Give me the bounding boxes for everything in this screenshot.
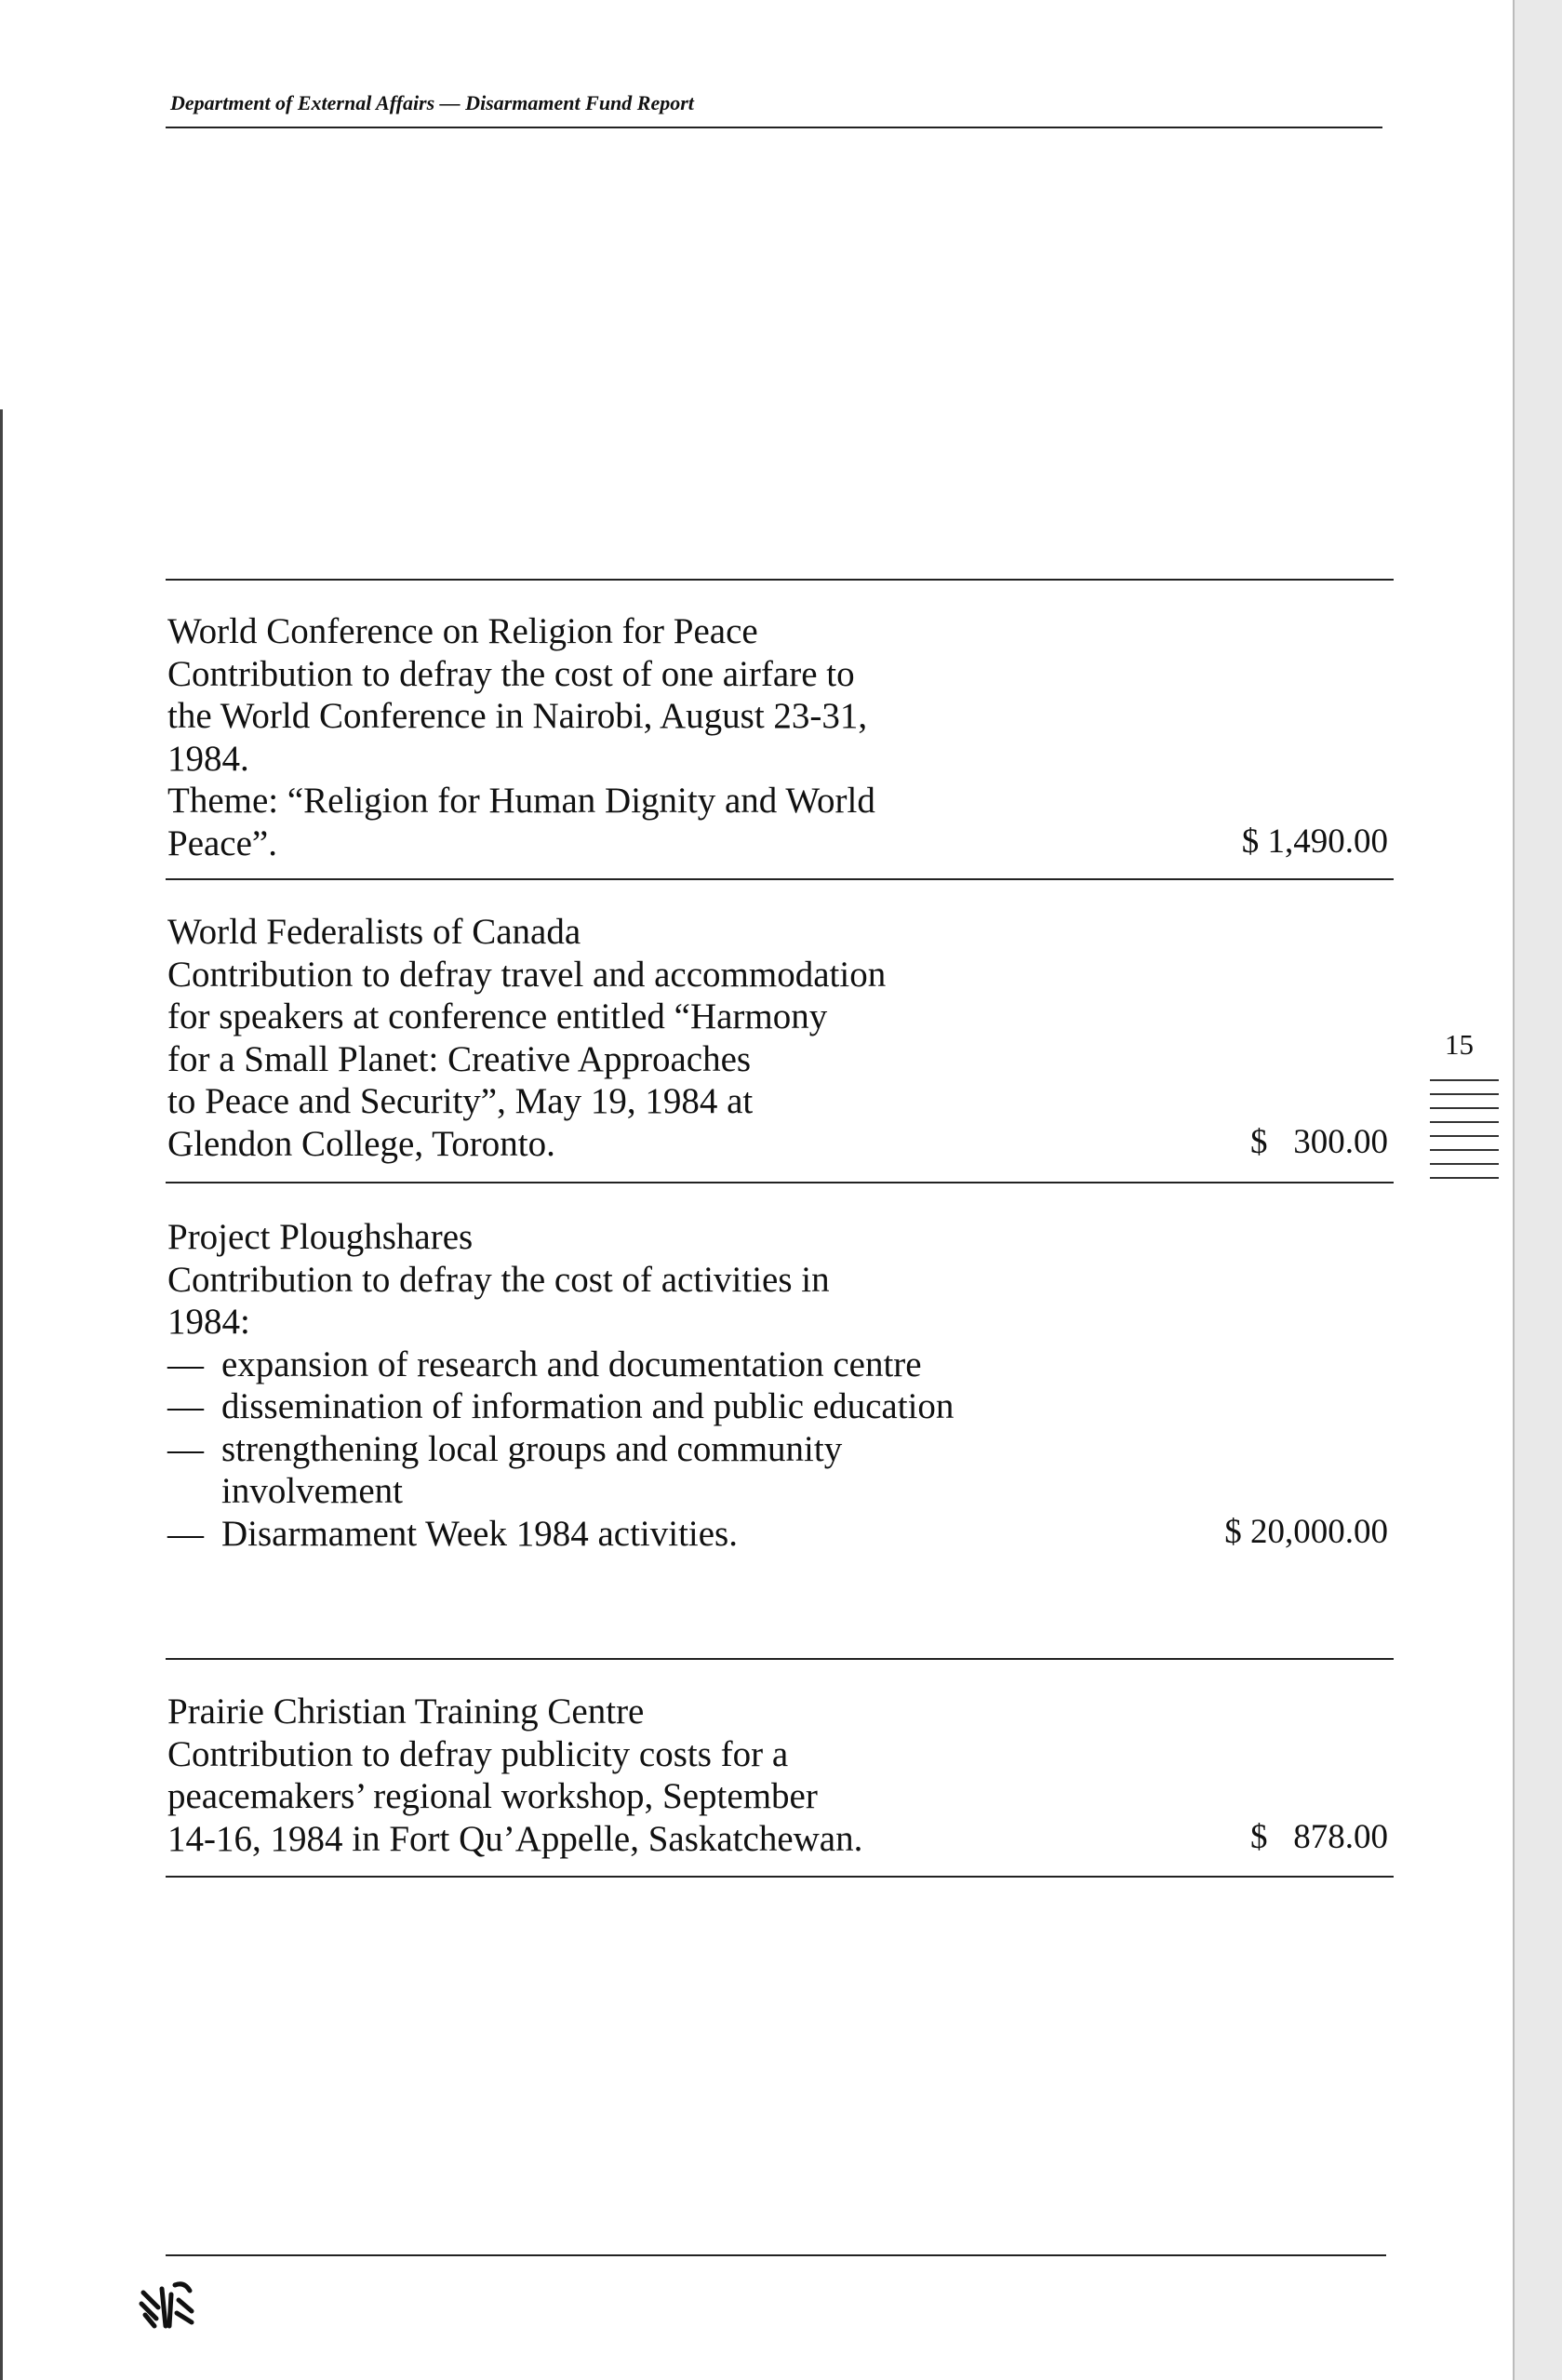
entry-amount: $ 878.00 xyxy=(1250,1818,1388,1856)
list-item xyxy=(167,1385,1023,1428)
entry-title: World Conference on Religion for Peace xyxy=(167,611,758,651)
entry-title: Project Ploughshares xyxy=(167,1217,474,1257)
entry-title: World Federalists of Canada xyxy=(167,912,581,952)
activity-list xyxy=(167,1344,1023,1556)
entry-divider xyxy=(166,1182,1394,1183)
page-number: 15 xyxy=(1445,1028,1474,1061)
entry-line: 1984: xyxy=(167,1302,250,1342)
entry-line: Theme: “Religion for Human Dignity and World xyxy=(167,781,875,821)
margin-ladder-decoration xyxy=(1430,1079,1499,1191)
entry-line: for speakers at conference entitled “Harmony xyxy=(167,996,828,1036)
entry-description xyxy=(167,1691,1023,1860)
entry-amount: $ 300.00 xyxy=(1250,1123,1388,1161)
entry-line: 14-16, 1984 in Fort Qu’Appelle, Saskatchewan. xyxy=(167,1818,863,1859)
list-item-text: dissemination of information and public education xyxy=(221,1386,955,1426)
entry-title: Prairie Christian Training Centre xyxy=(167,1691,645,1732)
footer-rule xyxy=(166,2254,1386,2256)
entry-line: Peace”. xyxy=(167,822,277,863)
list-item xyxy=(167,1513,1023,1556)
stylized-emblem-icon xyxy=(138,2280,197,2332)
fund-entry-prairie-christian xyxy=(167,1691,1395,1860)
running-header: Department of External Affairs — Disarmament Fund Report xyxy=(170,91,694,114)
scan-edge-right xyxy=(1515,0,1562,2380)
entry-line: Contribution to defray travel and accommodation xyxy=(167,954,887,995)
header-rule xyxy=(166,127,1382,128)
entry-line: 1984. xyxy=(167,738,249,779)
entry-description xyxy=(167,610,1023,864)
table-bottom-rule xyxy=(166,1876,1394,1878)
list-item-text: expansion of research and documentation centre xyxy=(221,1344,922,1384)
list-dash: — xyxy=(167,1344,204,1384)
list-dash: — xyxy=(167,1428,204,1469)
list-item xyxy=(167,1344,1023,1386)
list-item-text: Disarmament Week 1984 activities. xyxy=(221,1513,738,1554)
entry-amount: $ 1,490.00 xyxy=(1241,822,1388,861)
entry-line: peacemakers’ regional workshop, September xyxy=(167,1776,818,1816)
list-item-text: strengthening local groups and community involvement xyxy=(221,1428,843,1511)
entry-line: Contribution to defray publicity costs for a xyxy=(167,1733,789,1774)
scan-edge-left xyxy=(0,409,3,2380)
entry-divider xyxy=(166,878,1394,880)
table-top-rule xyxy=(166,579,1394,581)
entry-divider xyxy=(166,1658,1394,1660)
entry-line: Contribution to defray the cost of one airfare to xyxy=(167,653,855,694)
entry-line: Contribution to defray the cost of activities in xyxy=(167,1259,830,1300)
list-dash: — xyxy=(167,1513,204,1554)
entry-line: to Peace and Security”, May 19, 1984 at xyxy=(167,1081,754,1121)
entry-amount: $ 20,000.00 xyxy=(1224,1513,1388,1551)
list-item xyxy=(167,1428,1023,1513)
entry-line: for a Small Planet: Creative Approaches xyxy=(167,1038,752,1079)
fund-entry-religion-for-peace xyxy=(167,610,1395,864)
entry-line: the World Conference in Nairobi, August 23-31, xyxy=(167,696,868,736)
entry-description xyxy=(167,1216,1023,1555)
fund-entry-world-federalists xyxy=(167,911,1395,1165)
entry-description xyxy=(167,911,1023,1165)
entry-line: Glendon College, Toronto. xyxy=(167,1123,555,1164)
fund-entry-project-ploughshares xyxy=(167,1216,1395,1555)
list-dash: — xyxy=(167,1386,204,1426)
